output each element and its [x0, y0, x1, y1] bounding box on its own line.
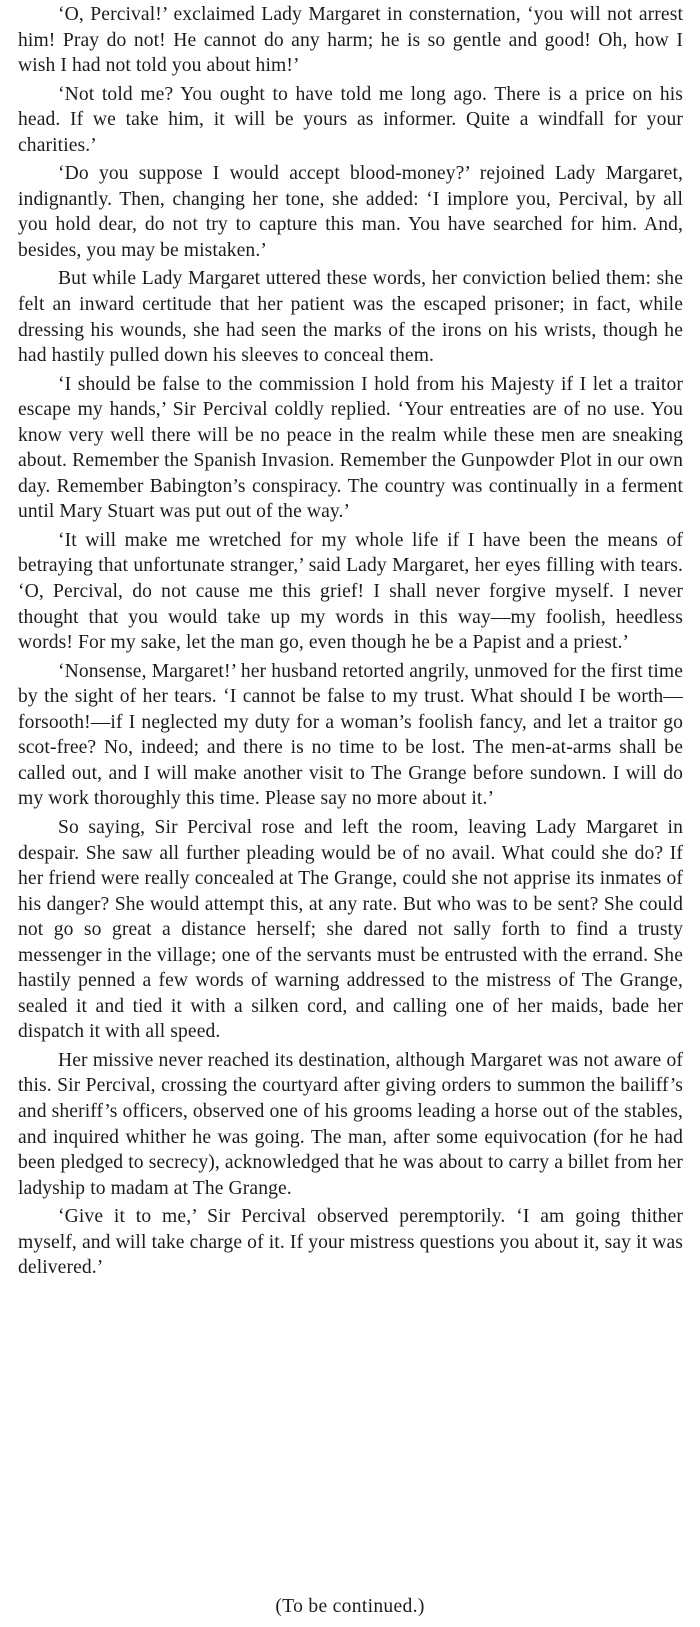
to-be-continued-note: (To be continued.) — [275, 1596, 425, 1617]
paragraph: So saying, Sir Percival rose and left the room, leaving Lady Margaret in despair. She saw all further pleading would be of no avail. What could she do? If her friend were really concealed at The Grange, could she not apprise its inmates of his danger? She would attempt this, at any rate. But who was to be sent? She could not go so great a distance herself; she dared not sally forth to find a trusty messenger in the village; one of the servants must be entrusted with the errand. She hastily penned a few words of warning addressed to the mistress of The Grange, sealed it and tied it with a silken cord, and calling one of her maids, bade her dispatch it with all speed. — [18, 816, 683, 1043]
paragraph: ‘O, Percival!’ exclaimed Lady Margaret in consternation, ‘you will not arrest him! Pray do not! He cannot do any harm; he is so gentle and good! Oh, how I wish I had not told you about him!’ — [18, 4, 683, 77]
paragraph: ‘Not told me? You ought to have told me long ago. There is a price on his head. If we take him, it will be yours as informer. Quite a windfall for your charities.’ — [18, 83, 683, 156]
paragraph: ‘Give it to me,’ Sir Percival observed peremptorily. ‘I am going thither myself, and will take charge of it. If your mistress questions you about it, say it was delivered.’ — [18, 1206, 683, 1279]
paragraph: But while Lady Margaret uttered these words, her conviction belied them: she felt an inward certitude that her patient was the escaped prisoner; in fact, while dressing his wounds, she had seen the marks of the irons on his wrists, though he had hastily pulled down his sleeves to conceal them. — [18, 268, 683, 367]
paragraph: ‘Nonsense, Margaret!’ her husband retorted angrily, unmoved for the first time by the sight of her tears. ‘I cannot be false to my trust. What should I be worth—forsooth!—if I neglected my duty for a woman’s foolish fancy, and let a traitor go scot-free? No, indeed; and there is no time to be lost. The men-at-arms shall be called out, and I will make another visit to The Grange before sundown. I will do my work thoroughly this time. Please say no more about it.’ — [18, 660, 683, 810]
paragraph: ‘It will make me wretched for my whole life if I have been the means of betraying that unfortunate stranger,’ said Lady Margaret, her eyes filling with tears. ‘O, Percival, do not cause me this grief! I shall never forgive myself. I never thought that you would take up my words in this way—my foolish, heedless words! For my sake, let the man go, even though he be a Papist and a priest.’ — [18, 529, 683, 654]
story-text-column — [18, 2, 683, 1281]
paragraph: ‘I should be false to the commission I hold from his Majesty if I let a traitor escape my hands,’ Sir Percival coldly replied. ‘Your entreaties are of no use. You know very well there will be no peace in the realm while these men are sneaking about. Remember the Spanish Invasion. Remember the Gunpowder Plot in our own day. Remember Babington’s conspiracy. The country was continually in a ferment until Mary Stuart was put out of the way.’ — [18, 373, 683, 523]
paragraph: Her missive never reached its destination, although Margaret was not aware of this. Sir Percival, crossing the courtyard after giving orders to summon the bailiff’s and sheriff’s officers, observed one of his grooms leading a horse out of the stables, and inquired whither he was going. The man, after some equivocation (for he had been pledged to secrecy), acknowledged that he was about to carry a billet from her ladyship to madam at The Grange. — [18, 1049, 683, 1199]
paragraph: ‘Do you suppose I would accept blood-money?’ rejoined Lady Margaret, indignantly. Then, changing her tone, she added: ‘I implore you, Percival, by all you hold dear, do not try to capture this man. You have searched for him. And, besides, you may be mistaken.’ — [18, 163, 683, 261]
